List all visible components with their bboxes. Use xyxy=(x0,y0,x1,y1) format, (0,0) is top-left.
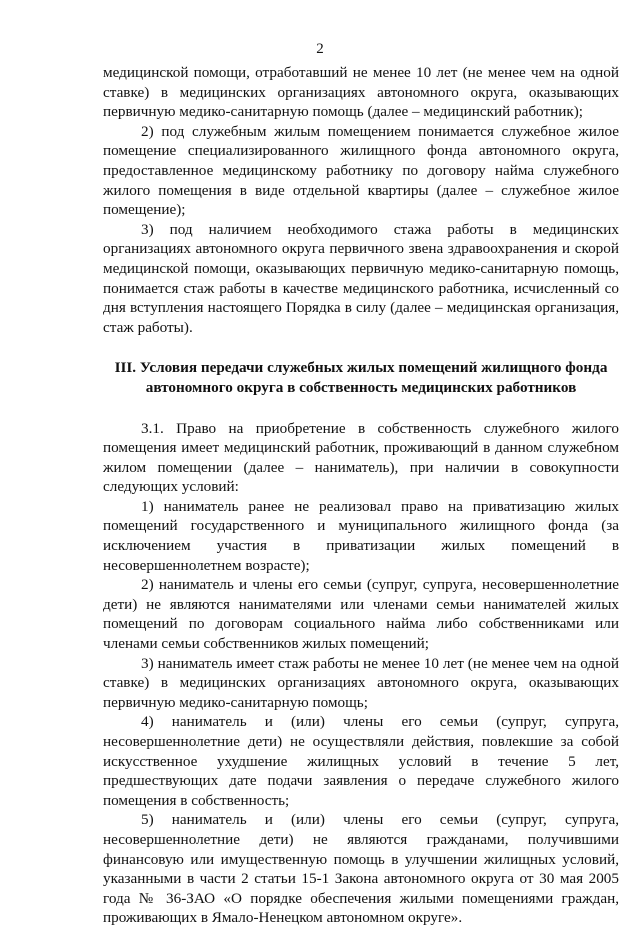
condition-item-2: 2) наниматель и члены его семьи (супруг, супруга, несовершеннолетние дети) не являются нанимателями или членами семьи нанимателей жилых помещений по договорам социального найма либо собственниками или членами семьи собственников жилых помещений; xyxy=(103,576,619,653)
condition-item-5: 5) наниматель и (или) члены его семьи (супруг, супруга, несовершеннолетние дети) не являются гражданами, получившими финансовую или имущественную помощь в улучшении жилищных условий, указанными в части 2 статьи 15-1 Закона автономного округа от 30 мая 2005 года № 36-ЗАО «О порядке обеспечения жилыми помещениями граждан, проживающих в Ямало-Ненецком автономном округе». xyxy=(103,811,619,927)
condition-item-3: 3) наниматель имеет стаж работы не менее 10 лет (не менее чем на одной ставке) в медицинских организациях автономного округа, оказывающих первичную медико-санитарную помощь; xyxy=(103,654,619,711)
paragraph-continuation: медицинской помощи, отработавший не менее 10 лет (не менее чем на одной ставке) в медицинских организациях автономного округа, оказывающих первичную медико-санитарную помощь (далее – медицинский работник); xyxy=(103,64,619,121)
document-body xyxy=(103,63,619,928)
condition-item-4: 4) наниматель и (или) члены его семьи (супруг, супруга, несовершеннолетние дети) не осуществляли действия, повлекшие за собой искусственное ухудшение жилищных условий в течение 5 лет, предшествующих дате подачи заявления о передаче служебного жилого помещения в собственность; xyxy=(103,713,619,809)
section-heading xyxy=(103,358,619,397)
paragraph-3-1: 3.1. Право на приобретение в собственность служебного жилого помещения имеет медицинский работник, проживающий в данном служебном жилом помещении (далее – наниматель), при наличии в совокупности следующих условий: xyxy=(103,419,619,496)
section-heading-line-1: III. Условия передачи служебных жилых помещений жилищного фонда xyxy=(114,359,608,377)
paragraph-item-3: 3) под наличием необходимого стажа работы в медицинских организациях автономного округа первичного звена здравоохранения и скорой медицинской помощи, оказывающих первичную медико-санитарную помощь, понимается стаж работы в качестве медицинского работника, исчисленный со дня вступления настоящего Порядка в силу (далее – медицинская организация, стаж работы). xyxy=(103,220,619,336)
condition-item-1: 1) наниматель ранее не реализовал право на приватизацию жилых помещений государственного и муниципального жилищного фонда (за исключением участия в приватизации жилых помещений в несовершеннолетнем возрасте); xyxy=(103,497,619,574)
page-number: 2 xyxy=(316,41,324,57)
paragraph-item-2: 2) под служебным жилым помещением понимается служебное жилое помещение специализированного жилищного фонда автономного округа, предоставленное медицинскому работнику по договору найма служебного жилого помещения в виде отдельной квартиры (далее – служебное жилое помещение); xyxy=(103,122,619,219)
section-heading-line-2: автономного округа в собственность медицинских работников xyxy=(145,378,577,396)
